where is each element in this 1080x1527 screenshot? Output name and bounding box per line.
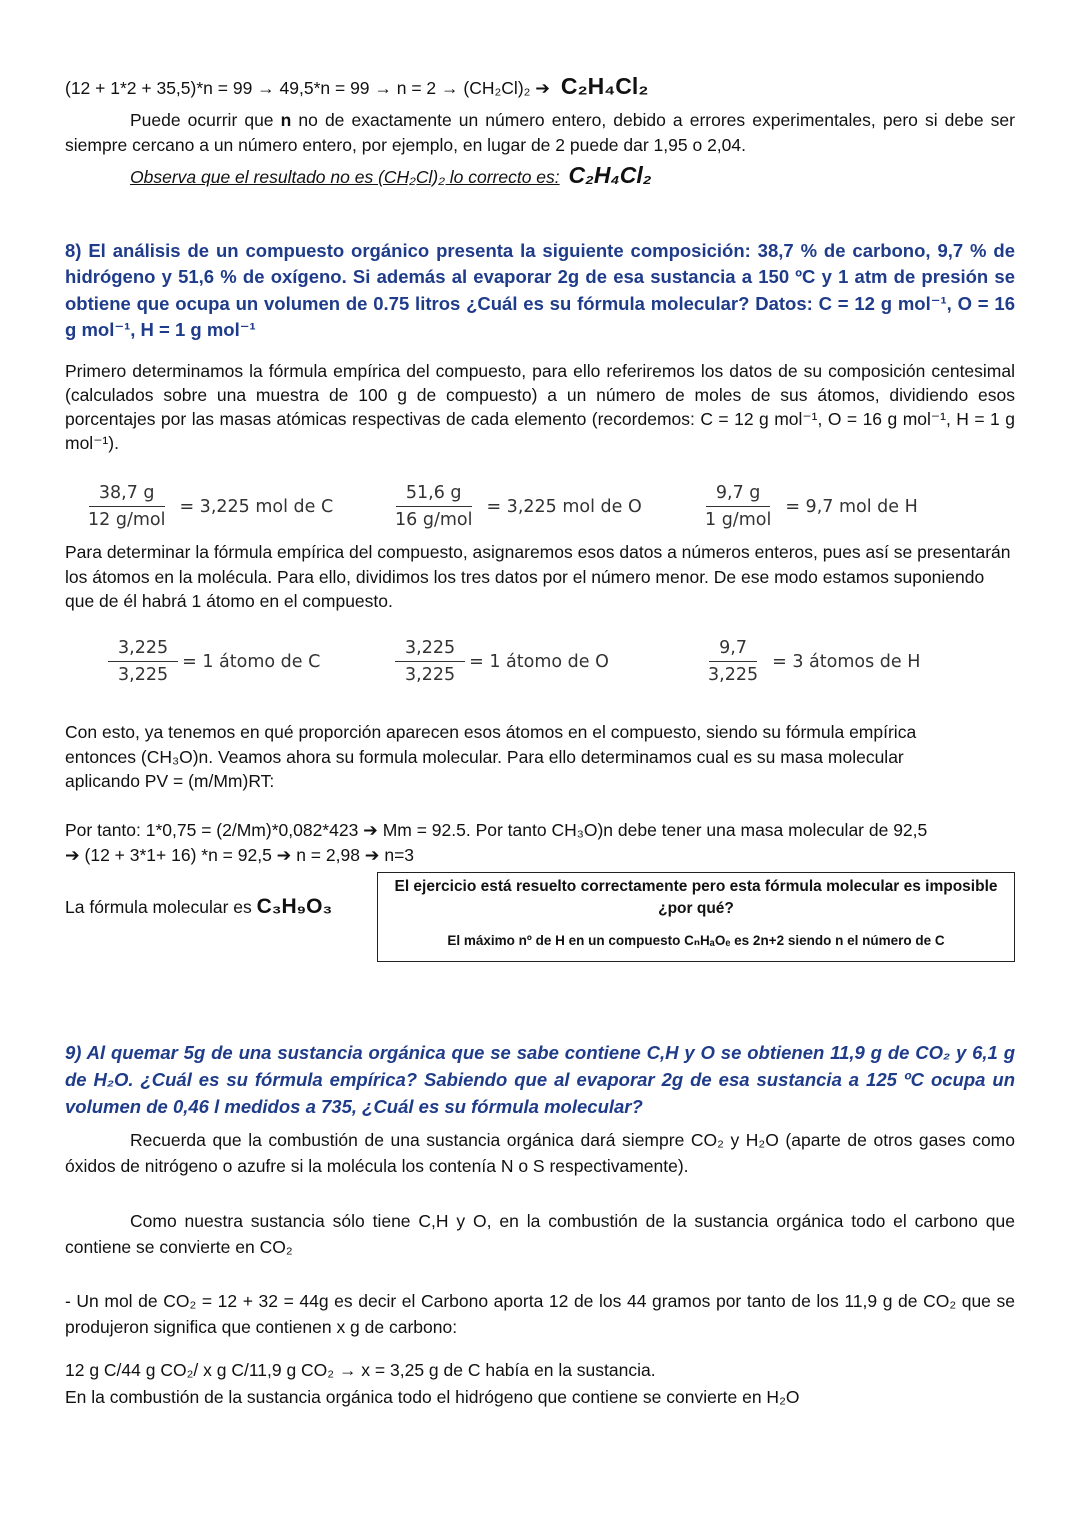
ratio-fraction-h: $\frac{9,7}{3,225}$ = 3 átomos de H: [708, 638, 921, 685]
formula-value: C₃H₉O₃: [256, 895, 333, 918]
q8-intro: Primero determinamos la fórmula empírica del compuesto, para ello referiremos los datos de su composición centesimal (calculados sobre una muestra de 100 g de compuesto) a un número de moles de sus átomos, dividiendo esos porcentajes por las masas atómicas respectivas de cada elemento (recordemos: C = 12 g mol⁻¹, O = 16 g mol⁻¹, H = 1 g mol⁻¹).: [65, 361, 1015, 453]
equation-text: (12 + 1*2 + 35,5)*n = 99 → 49,5*n = 99 → n = 2 → (CH₂Cl)₂ ➔: [65, 78, 550, 98]
observa-line: [130, 162, 652, 189]
calc-line-2: ➔ (12 + 3*1+ 16) *n = 92,5 ➔ n = 2,98 ➔ n=3: [65, 845, 415, 865]
q8-proportion-paragraph: Con esto, ya tenemos en qué proporción aparecen esos átomos en el compuesto, siendo su fórmula empírica entonces (CH₃O)n. Veamos ahora su formula molecular. Para ello determinamos cual es su masa molecular aplicando PV = (m/Mm)RT:: [65, 722, 917, 791]
mole-fraction-h: $\frac{9,7 g}{\text{1 g/mol}}$ = 9,7 mol de H: [705, 483, 918, 530]
q8-empirical-paragraph: Para determinar la fórmula empírica del compuesto, asignaremos esos datos a números enteros, pues así se presentarán los átomos en la molécula. Para ello, dividimos los tres datos por el número menor. De ese modo estamos suponiendo que de él habrá 1 átomo en el compuesto.: [65, 542, 1011, 611]
q9-hydrogen: En la combustión de la sustancia orgánica todo el hidrógeno que contiene se convierte en H₂O: [65, 1387, 800, 1407]
equation-line: [65, 74, 648, 101]
note-box: [377, 872, 1015, 962]
mole-fraction-c: $\frac{38,7 g}{\text{12 g/mol}}$ = 3,225 mol de C: [88, 483, 334, 530]
q9-mol-co2: - Un mol de CO₂ = 12 + 32 = 44g es decir el Carbono aporta 12 de los 44 gramos por tanto de los 11,9 g de CO₂ que se produjeron significa que contienen x g de carbono:: [65, 1291, 1015, 1337]
ratio-fraction-o: $\frac{3,225}{3,225}$ = 1 átomo de O: [395, 638, 609, 685]
ratio-fraction-c: $\frac{3,225}{3,225}$ = 1 átomo de C: [108, 638, 320, 685]
equation-result: C₂H₄Cl₂: [560, 73, 649, 99]
q9-como: Como nuestra sustancia sólo tiene C,H y O, en la combustión de la sustancia orgánica todo el carbono que contiene se convierte en CO₂: [65, 1211, 1015, 1257]
calc-line-1: Por tanto: 1*0,75 = (2/Mm)*0,082*423 ➔ Mm = 92.5. Por tanto CH₃O)n debe tener una masa molecular de 92,5: [65, 820, 928, 840]
formula-line: [65, 895, 332, 919]
q9-statement: 9) Al quemar 5g de una sustancia orgánica que se sabe contiene C,H y O se obtienen 11,9 g de CO₂ y 6,1 g de H₂O. ¿Cuál es su fórmula empírica? Sabiendo que al evaporar 2g de esa sustancia a 125 ºC ocupa un volumen de 0,46 l medidos a 735, ¿Cuál es su fórmula molecular?: [65, 1041, 1015, 1117]
box-line-1: El ejercicio está resuelto correctamente pero esta fórmula molecular es imposible: [394, 878, 998, 895]
box-line-2: ¿por qué?: [658, 900, 734, 917]
q9-recuerda: Recuerda que la combustión de una sustancia orgánica dará siempre CO₂ y H₂O (aparte de otros gases como óxidos de nitrógeno o azufre si la molécula los contenía N o S respectivamente).: [65, 1130, 1015, 1176]
box-note: El máximo nº de H en un compuesto CₙHₐOₑ es 2n+2 siendo n el número de C: [447, 933, 945, 948]
note-paragraph: Puede ocurrir que n no de exactamente un número entero, debido a errores experimentales, pero si debe ser siempre cercano a un número entero, por ejemplo, en lugar de 2 puede dar 1,95 o 2,04.: [65, 110, 1015, 155]
q9-calc-carbon: 12 g C/44 g CO₂/ x g C/11,9 g CO₂ → x = 3,25 g de C había en la sustancia.: [65, 1360, 656, 1380]
observa-result: C₂H₄Cl₂: [568, 162, 652, 188]
mole-fraction-o: $\frac{51,6 g}{\text{16 g/mol}}$ = 3,225 mol de O: [395, 483, 642, 530]
observa-text: Observa que el resultado no es (CH₂Cl)₂ lo correcto es:: [130, 167, 560, 187]
formula-label: La fórmula molecular es: [65, 897, 257, 917]
q8-statement: 8) El análisis de un compuesto orgánico presenta la siguiente composición: 38,7 % de carbono, 9,7 % de hidrógeno y 51,6 % de oxígeno. Si además al evaporar 2g de esa sustancia a 150 ºC y 1 atm de presión se obtiene que ocupa un volumen de 0.75 litros ¿Cuál es su fórmula molecular? Datos: C = 12 g mol⁻¹, O = 16 g mol⁻¹, H = 1 g mol⁻¹: [65, 239, 1015, 340]
